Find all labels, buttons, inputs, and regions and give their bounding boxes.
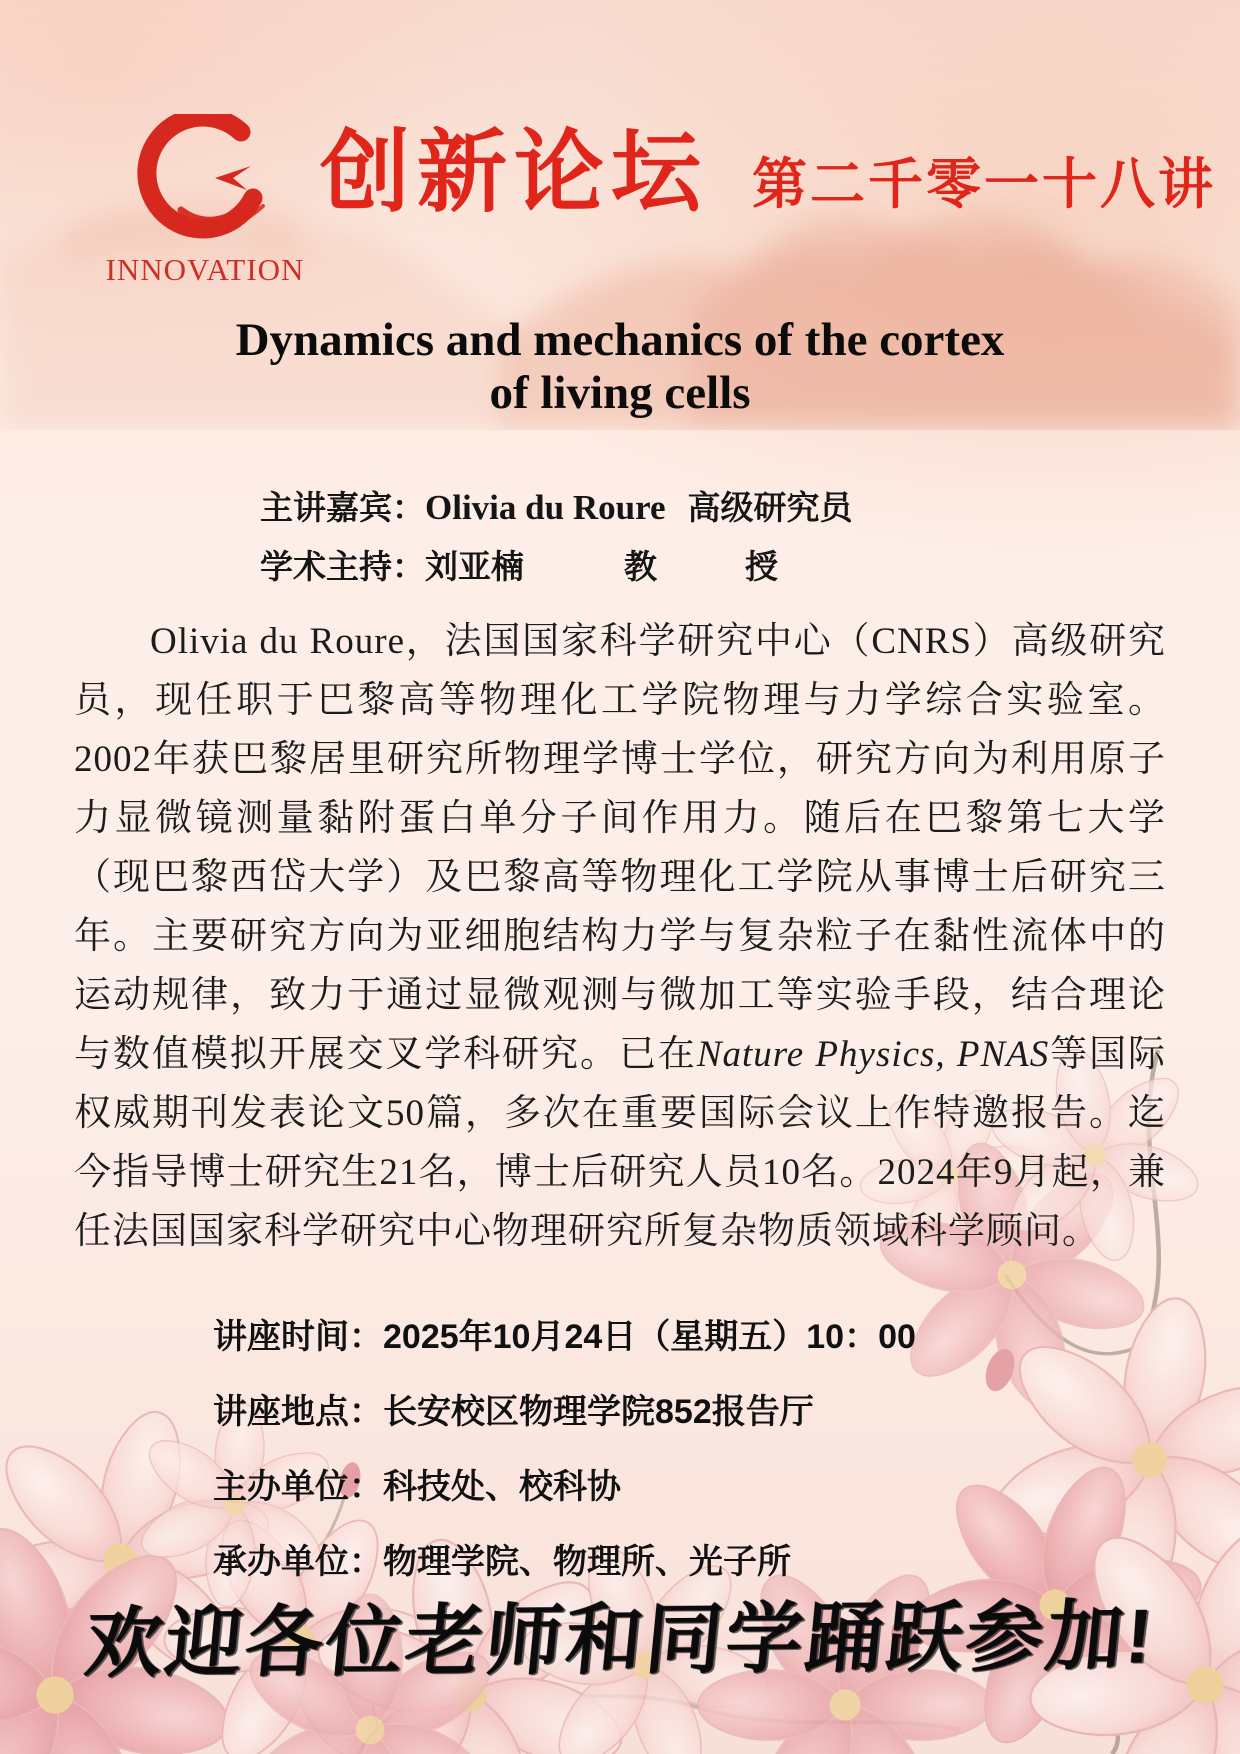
location-value: 长安校区物理学院852报告厅 [383,1393,814,1431]
bio-text-1: Olivia du Roure，法国国家科学研究中心（CNRS）高级研究员，现任职于巴黎高等物理化工学院物理与力学综合实验室。2002年获巴黎居里研究所物理学博士学位，研究方向为利用原子力显微镜测量黏附蛋白单分子间作用力。随后在巴黎第七大学（现巴黎西岱大学）及巴黎高等物理化工学院从事博士后研究三年。主要研究方向为亚细胞结构力学与复杂粒子在黏性流体中的运动规律，致力于通过显微观测与微加工等实验手段，结合理论与数值模拟开展交叉学科研究。已在 [74,621,1166,1075]
brand-text: INNOVATION [105,252,305,287]
welcome-calligraphy: 欢迎各位老师和同学踊跃参加! [81,1593,1159,1687]
bio-journals-italic: Nature Physics, PNAS [696,1034,1050,1075]
host-title-char2: 授 [745,548,778,585]
forum-header [320,123,1217,223]
speakers-block [260,490,853,608]
detail-row-location [213,1371,916,1446]
co-organizer-label: 承办单位： [213,1543,383,1581]
detail-row-time [213,1296,916,1371]
event-details [213,1296,916,1596]
bio-text-2: 等国际权威期刊发表论文50篇，多次在重要国际会议上作特邀报告。迄今指导博士研究生21名，博士后研究人员10名。2024年9月起，兼任法国国家科学研究中心物理研究所复杂物质领域科学顾问。 [74,1034,1167,1252]
organizer-value: 科技处、校科协 [383,1468,621,1506]
guest-speaker-row [260,490,853,525]
host-row [260,550,853,583]
location-label: 讲座地点： [213,1393,383,1431]
time-value: 2025年10月24日（星期五）10：00 [383,1318,916,1356]
host-label: 学术主持： [260,548,425,585]
detail-row-co-organizer [213,1521,916,1596]
red-enso-swoosh-icon [129,114,281,250]
time-label: 讲座时间： [213,1318,383,1356]
co-organizer-value: 物理学院、物理所、光子所 [383,1543,791,1581]
innovation-logo [98,114,312,288]
detail-row-organizer [213,1446,916,1521]
guest-label: 主讲嘉宾： [260,489,425,526]
lecture-title-line2: of living cells [489,367,751,420]
forum-title: 创新论坛 [320,123,708,223]
bio-paragraph [74,612,1166,1261]
lecture-title [0,314,1240,420]
lecture-number: 第二千零一十八讲 [752,153,1217,215]
lecture-title-line1: Dynamics and mechanics of the cortex [235,314,1005,366]
guest-title: 高级研究员 [687,489,853,526]
organizer-label: 主办单位： [213,1468,383,1506]
host-name: 刘亚楠 [425,548,524,585]
host-title-char1: 教 [624,548,657,585]
guest-name: Olivia du Roure [425,488,666,527]
